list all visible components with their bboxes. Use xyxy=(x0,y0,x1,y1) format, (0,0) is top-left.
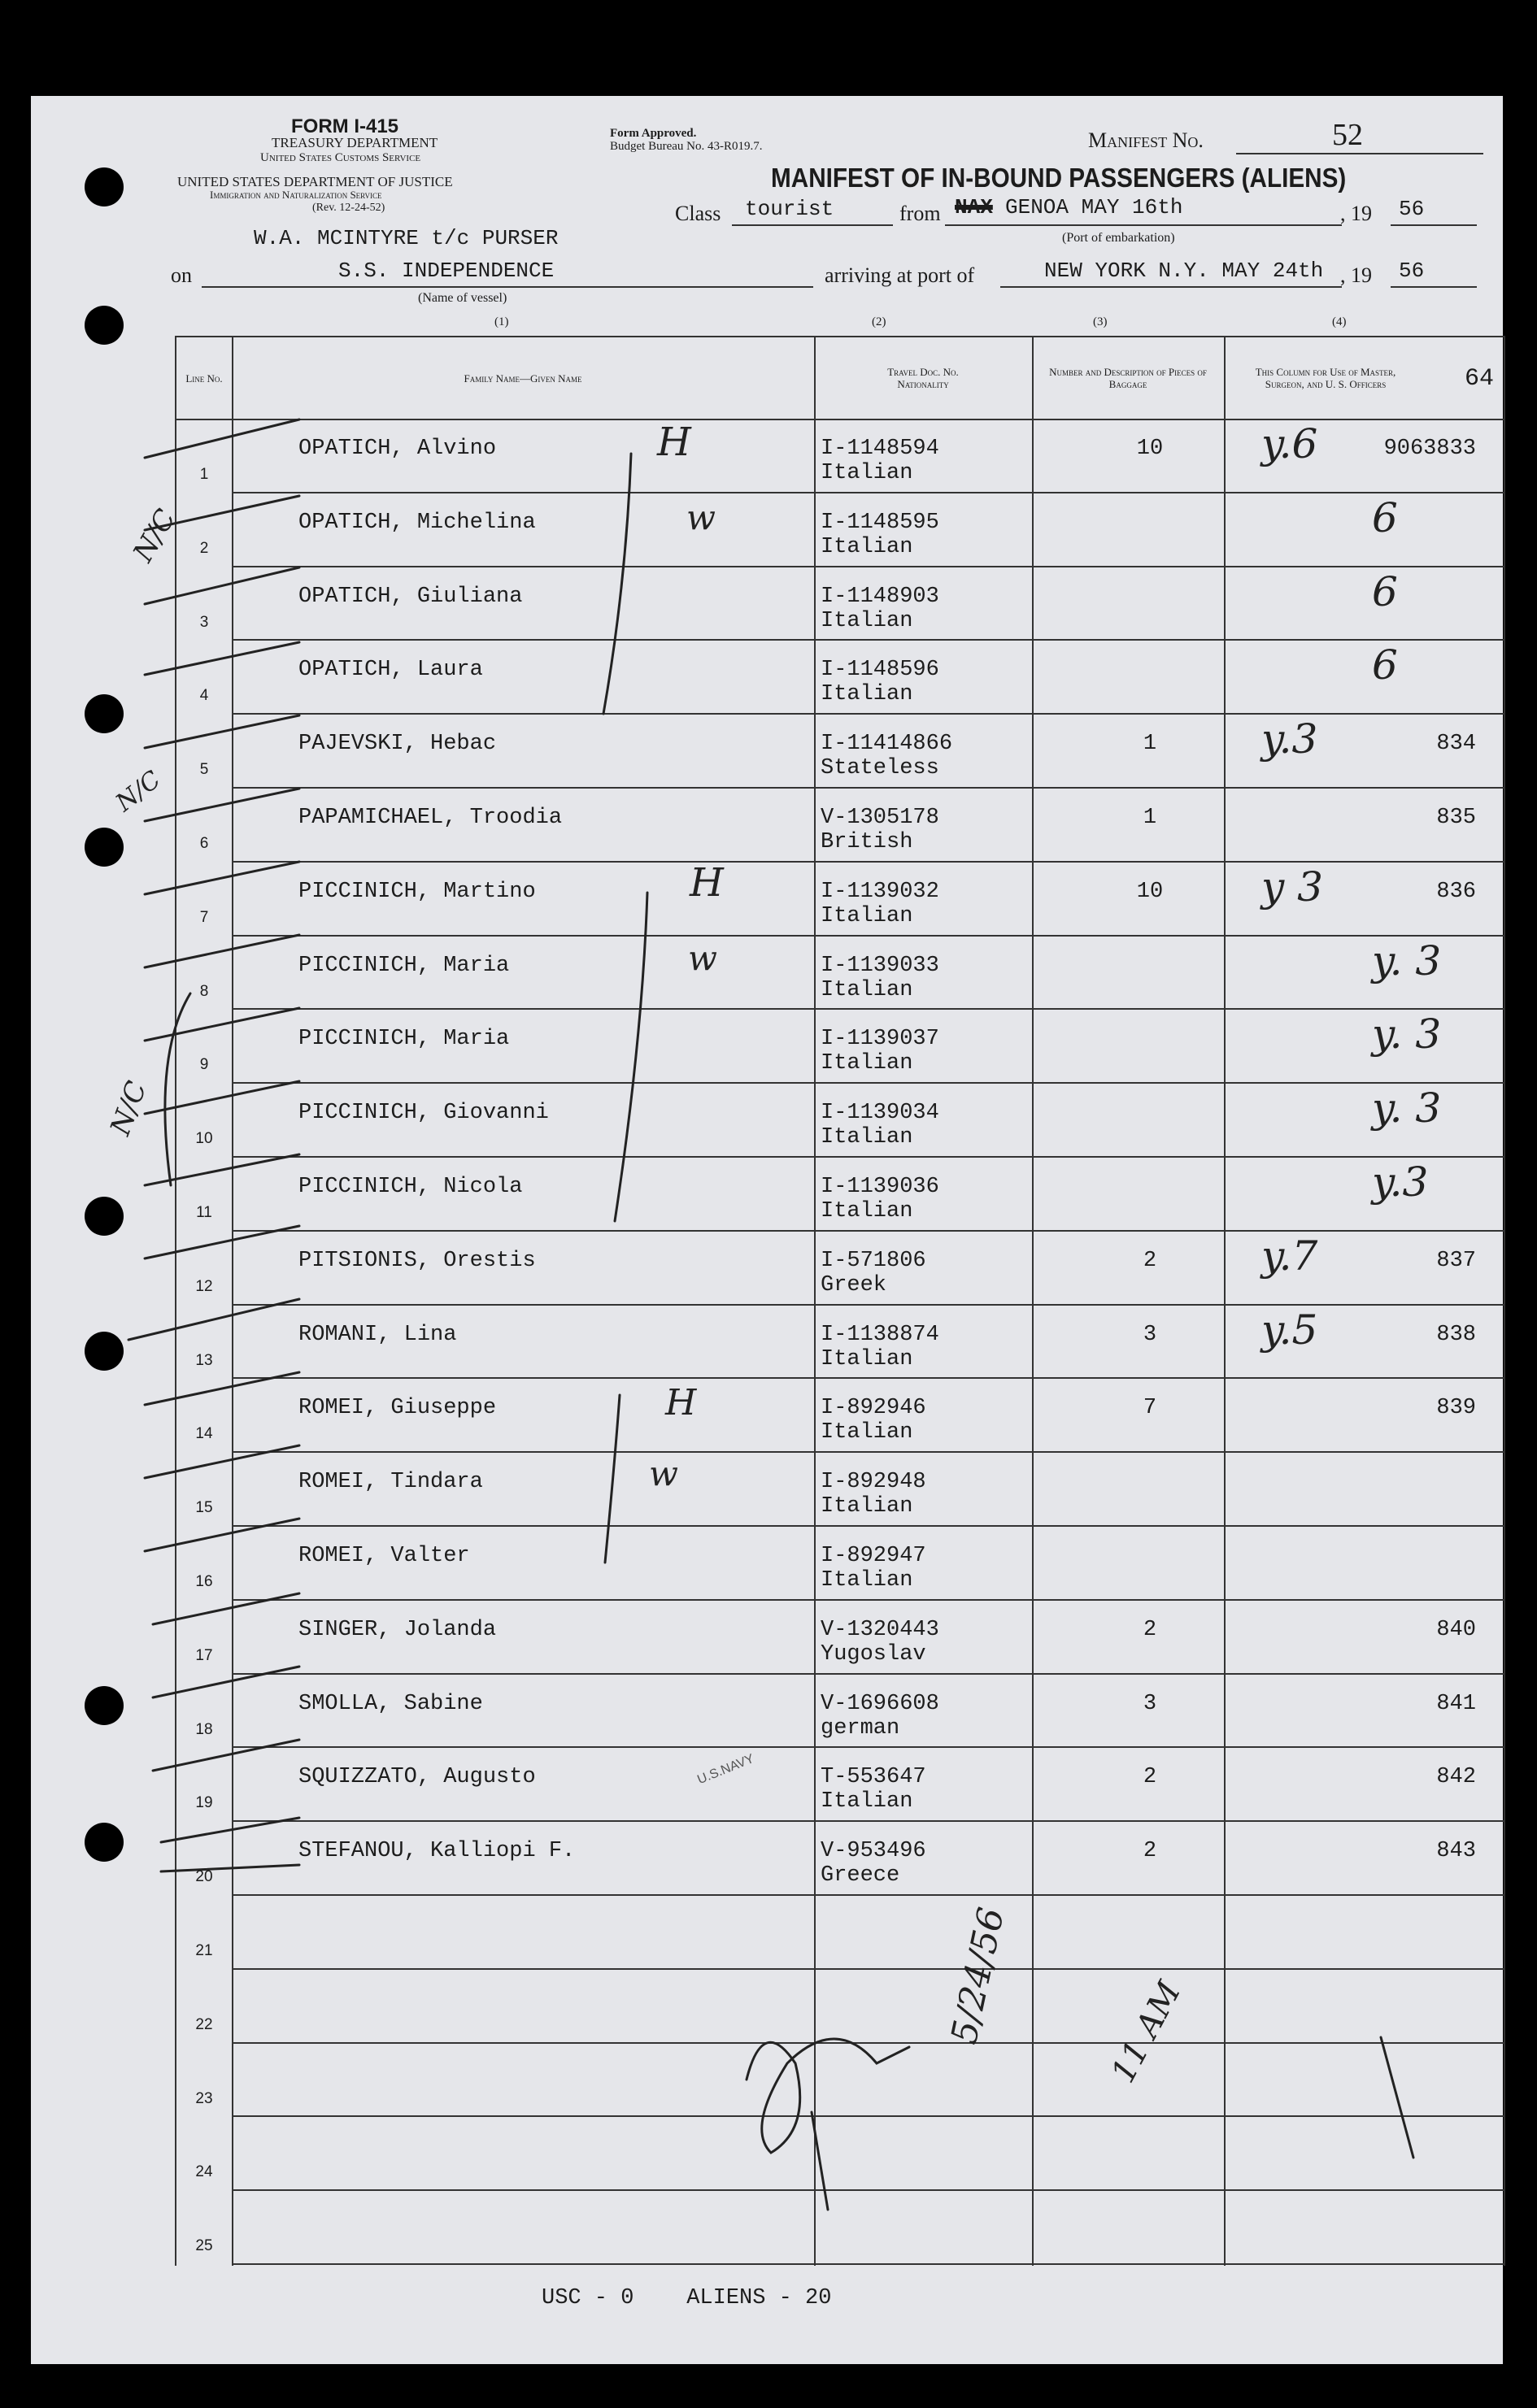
passenger-name: SQUIZZATO, Augusto xyxy=(298,1765,536,1790)
travel-doc-number: I-1138874 xyxy=(821,1322,939,1347)
line-number: 1 xyxy=(199,466,209,483)
col-num-1: (1) xyxy=(494,315,509,328)
nationality: Greek xyxy=(821,1272,887,1297)
margin-note-1: N/C xyxy=(127,503,183,567)
year1-suffix: 56 xyxy=(1399,197,1425,221)
line-number: 2 xyxy=(199,539,209,557)
baggage-count: 2 xyxy=(1143,1839,1157,1864)
nationality: British xyxy=(821,830,913,854)
passenger-name: ROMEI, Giuseppe xyxy=(298,1396,497,1421)
manifest-sheet xyxy=(31,96,1503,2364)
nationality: Italian xyxy=(821,461,913,485)
nationality: Italian xyxy=(821,1789,913,1815)
line-number: 6 xyxy=(199,835,209,852)
officer-number: 843 xyxy=(1436,1839,1476,1864)
margin-note-2: N/C xyxy=(111,765,167,818)
baggage-count: 7 xyxy=(1143,1396,1157,1421)
passenger-name: SINGER, Jolanda xyxy=(298,1617,497,1642)
form-number: FORM I-415 xyxy=(291,115,399,137)
purser-name: W.A. MCINTYRE t/c PURSER xyxy=(254,226,559,250)
arriving-label: arriving at port of xyxy=(825,263,975,287)
line-number: 24 xyxy=(195,2163,213,2181)
officer-handwritten-mark: y.3 xyxy=(1372,1158,1429,1206)
nationality: Stateless xyxy=(821,756,939,781)
relation-w-opatich: w xyxy=(686,498,716,537)
year2-suffix: 56 xyxy=(1399,259,1425,283)
baggage-count: 1 xyxy=(1143,732,1157,757)
line-number: 10 xyxy=(195,1130,213,1148)
passenger-name: ROMANI, Lina xyxy=(298,1322,457,1347)
approval-line2: Budget Bureau No. 43-R019.7. xyxy=(610,140,763,153)
nationality: Italian xyxy=(821,1125,913,1150)
officer-number: 838 xyxy=(1436,1322,1476,1347)
handwritten-time: 11 AM xyxy=(1104,1976,1189,2089)
baggage-count: 2 xyxy=(1143,1765,1157,1790)
travel-doc-number: V-1696608 xyxy=(821,1691,939,1716)
officer-handwritten-mark: y 3 xyxy=(1261,863,1323,911)
passenger-name: ROMEI, Valter xyxy=(298,1544,470,1568)
approval-line1: Form Approved. xyxy=(610,127,697,140)
officer-handwritten-mark: y.7 xyxy=(1261,1232,1318,1280)
officer-number: 836 xyxy=(1436,879,1476,904)
travel-doc-number: I-1139036 xyxy=(821,1175,939,1199)
header-line-no: Line No. xyxy=(185,372,223,385)
header-officers: This Column for Use of Master, Surgeon, and U. S. Officers xyxy=(1255,366,1396,390)
header-name: Family Name—Given Name xyxy=(464,372,582,385)
officer-handwritten-mark: y.6 xyxy=(1261,420,1318,467)
nationality: Italian xyxy=(821,534,913,559)
officer-handwritten-mark: 6 xyxy=(1372,493,1398,541)
col-num-2: (2) xyxy=(872,315,886,328)
line-number: 14 xyxy=(195,1425,213,1443)
nationality: Italian xyxy=(821,1568,913,1593)
line-number: 4 xyxy=(199,687,209,705)
baggage-count: 2 xyxy=(1143,1248,1157,1273)
footer-totals: USC - 0 ALIENS - 20 xyxy=(542,2286,832,2310)
officer-number: 835 xyxy=(1436,806,1476,830)
nationality: Italian xyxy=(821,1346,913,1371)
passenger-name: PICCINICH, Martino xyxy=(298,879,536,904)
department-line2: United States Customs Service xyxy=(260,151,421,164)
travel-doc-number: I-892946 xyxy=(821,1396,926,1421)
passenger-name: OPATICH, Alvino xyxy=(298,437,497,461)
line-number: 17 xyxy=(195,1646,213,1664)
travel-doc-number: I-1139033 xyxy=(821,953,939,978)
baggage-count: 10 xyxy=(1136,879,1164,904)
line-number: 3 xyxy=(199,613,209,631)
line-number: 12 xyxy=(195,1277,213,1295)
line-number: 18 xyxy=(195,1720,213,1738)
travel-doc-number: I-1148903 xyxy=(821,584,939,609)
officer-handwritten-mark: y. 3 xyxy=(1372,1084,1442,1132)
travel-doc-number: I-892948 xyxy=(821,1470,926,1495)
handwritten-date: 5/24/56 xyxy=(943,1904,1013,2048)
travel-doc-number: I-1148595 xyxy=(821,510,939,535)
port-caption: (Port of embarkation) xyxy=(1062,231,1175,245)
nationality: Italian xyxy=(821,1420,913,1445)
line-number: 7 xyxy=(199,908,209,926)
passenger-name: OPATICH, Giuliana xyxy=(298,584,523,609)
embarkation-port: GENOA MAY 16th xyxy=(1005,195,1183,220)
passenger-name: PICCINICH, Maria xyxy=(298,1027,510,1052)
travel-doc-number: I-1148594 xyxy=(821,437,939,461)
passenger-name: PICCINICH, Giovanni xyxy=(298,1101,549,1126)
line-number: 11 xyxy=(196,1204,212,1221)
officer-number: 840 xyxy=(1436,1617,1476,1642)
line-number: 5 xyxy=(199,761,209,779)
nationality: Italian xyxy=(821,1199,913,1224)
line-number: 19 xyxy=(195,1794,213,1812)
nationality: Italian xyxy=(821,1051,913,1076)
justice-line3: (Rev. 12-24-52) xyxy=(312,202,385,214)
officer-handwritten-mark: 6 xyxy=(1372,567,1398,615)
year1-prefix: , 19 xyxy=(1340,202,1372,225)
travel-doc-number: I-892947 xyxy=(821,1544,926,1568)
passenger-name: SMOLLA, Sabine xyxy=(298,1691,483,1716)
nationality: Yugoslav xyxy=(821,1641,926,1667)
passenger-name: PAPAMICHAEL, Troodia xyxy=(298,806,563,830)
manifest-number: 52 xyxy=(1332,118,1363,152)
nationality: Italian xyxy=(821,1494,913,1519)
relation-h-opatich: H xyxy=(657,419,691,465)
passenger-name: ROMEI, Tindara xyxy=(298,1470,483,1495)
department-line1: TREASURY DEPARTMENT xyxy=(272,135,438,150)
class-label: Class xyxy=(675,202,721,225)
line-number: 8 xyxy=(199,982,209,1000)
passenger-name: PAJEVSKI, Hebac xyxy=(298,732,497,757)
header-travel-doc: Travel Doc. No. Nationality xyxy=(887,366,959,390)
page-mark: 64 xyxy=(1465,365,1495,393)
nationality: Italian xyxy=(821,682,913,707)
manifest-label: Manifest No. xyxy=(1088,128,1204,152)
officer-handwritten-mark: 6 xyxy=(1372,641,1398,689)
passenger-name: STEFANOU, Kalliopi F. xyxy=(298,1839,576,1864)
nationality: Greece xyxy=(821,1863,900,1889)
relation-h-romei: H xyxy=(665,1382,697,1424)
passenger-name: PICCINICH, Maria xyxy=(298,953,510,978)
baggage-count: 1 xyxy=(1143,806,1157,830)
line-number: 16 xyxy=(195,1573,213,1590)
travel-doc-number: I-571806 xyxy=(821,1248,926,1273)
class-value: tourist xyxy=(745,197,834,221)
travel-doc-number: I-1139034 xyxy=(821,1101,939,1126)
baggage-count: 3 xyxy=(1143,1691,1157,1716)
passenger-name: PITSIONIS, Orestis xyxy=(298,1248,536,1273)
line-number: 25 xyxy=(195,2237,213,2255)
year2-prefix: , 19 xyxy=(1340,263,1372,287)
baggage-count: 2 xyxy=(1143,1617,1157,1642)
header-baggage: Number and Description of Pieces of Baggage xyxy=(1049,366,1207,390)
relation-w-romei: w xyxy=(649,1454,678,1493)
travel-doc-number: I-1139032 xyxy=(821,879,939,904)
officer-handwritten-mark: y.5 xyxy=(1261,1306,1318,1354)
vessel-name: S.S. INDEPENDENCE xyxy=(338,259,555,283)
navy-stamp: U.S.NAVY xyxy=(695,1751,756,1788)
officer-handwritten-mark: y. 3 xyxy=(1372,1011,1442,1058)
col-num-4: (4) xyxy=(1332,315,1347,328)
line-number: 9 xyxy=(199,1056,209,1074)
nationality: Italian xyxy=(821,608,913,633)
travel-doc-number: I-1148596 xyxy=(821,658,939,683)
margin-note-3: N/C xyxy=(104,1076,154,1140)
travel-doc-number: I-11414866 xyxy=(821,732,953,757)
col-num-3: (3) xyxy=(1093,315,1108,328)
passenger-name: OPATICH, Michelina xyxy=(298,510,536,535)
line-number: 23 xyxy=(195,2089,213,2107)
nationality: Italian xyxy=(821,903,913,928)
officer-number: 837 xyxy=(1436,1248,1476,1273)
justice-line2: Immigration and Naturalization Service xyxy=(210,189,382,201)
vessel-caption: (Name of vessel) xyxy=(418,291,507,305)
baggage-count: 3 xyxy=(1143,1322,1157,1347)
line-number: 15 xyxy=(195,1499,213,1517)
line-number: 22 xyxy=(195,2015,213,2033)
justice-line1: UNITED STATES DEPARTMENT OF JUSTICE xyxy=(177,174,453,189)
officer-handwritten-mark: y. 3 xyxy=(1372,937,1442,984)
relation-w-piccinich: w xyxy=(688,938,717,978)
officer-number: 842 xyxy=(1436,1765,1476,1790)
officer-handwritten-mark: y.3 xyxy=(1261,715,1318,763)
passenger-name: OPATICH, Laura xyxy=(298,658,483,683)
officer-number: 9063833 xyxy=(1383,437,1476,461)
travel-doc-number: T-553647 xyxy=(821,1765,926,1790)
line-number: 21 xyxy=(195,1942,213,1959)
arrival-port: NEW YORK N.Y. MAY 24th xyxy=(1044,259,1324,283)
officer-number: 839 xyxy=(1436,1396,1476,1421)
travel-doc-number: V-953496 xyxy=(821,1839,926,1864)
from-label: from xyxy=(899,202,941,225)
nationality: Italian xyxy=(821,977,913,1002)
nationality: german xyxy=(821,1715,900,1741)
baggage-count: 10 xyxy=(1136,437,1164,461)
line-number: 13 xyxy=(195,1351,213,1369)
officer-number: 841 xyxy=(1436,1691,1476,1716)
on-label: on xyxy=(171,263,192,287)
handwriting-overlay xyxy=(31,96,1503,2364)
travel-doc-number: I-1139037 xyxy=(821,1027,939,1052)
line-number: 20 xyxy=(195,1868,213,1886)
relation-h-piccinich: H xyxy=(690,860,724,906)
officer-number: 834 xyxy=(1436,732,1476,757)
form-title: MANIFEST OF IN-BOUND PASSENGERS (ALIENS) xyxy=(771,163,1347,193)
travel-doc-number: V-1305178 xyxy=(821,806,939,830)
passenger-name: PICCINICH, Nicola xyxy=(298,1175,523,1199)
travel-doc-number: V-1320443 xyxy=(821,1617,939,1642)
from-struck-text: NAX xyxy=(955,195,993,220)
